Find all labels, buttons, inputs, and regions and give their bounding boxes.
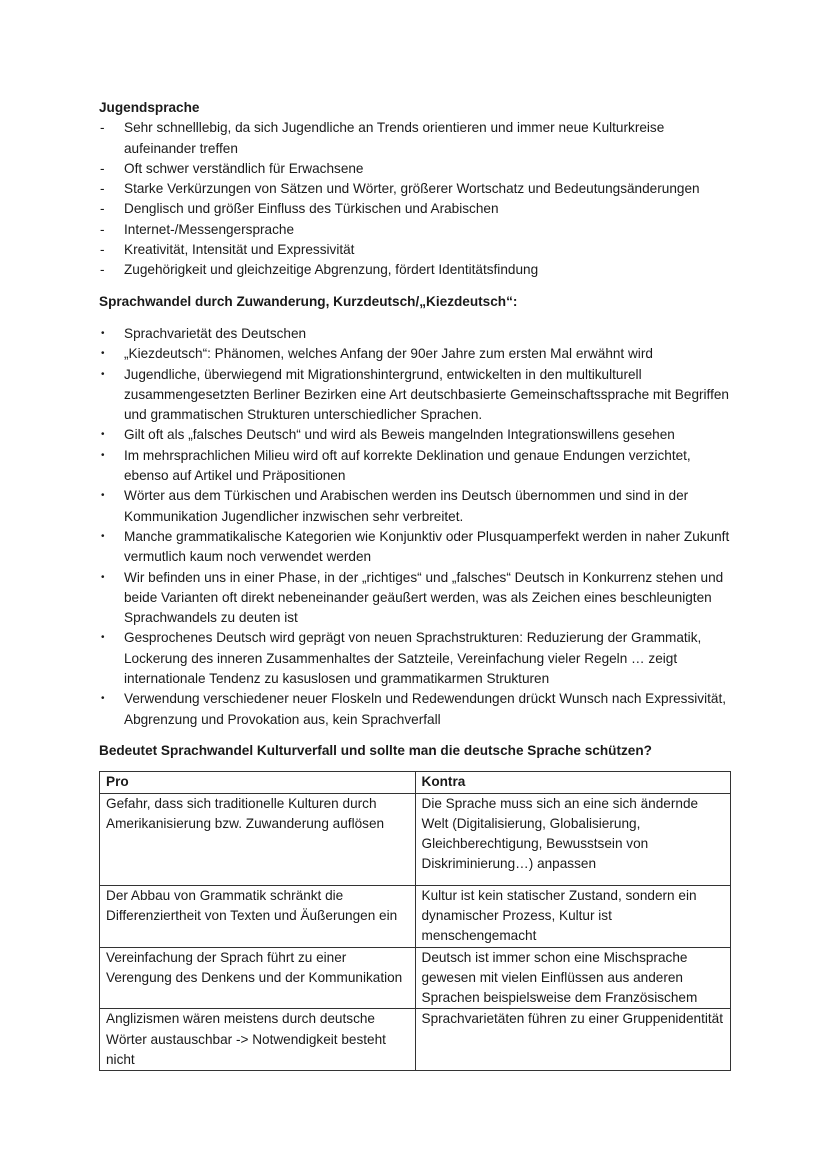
- bullet-marker: •: [101, 368, 105, 380]
- list-item-text: Sehr schnelllebig, da sich Jugendliche an Trends orientieren und immer neue Kulturkreise aufeinander treffen: [124, 120, 665, 156]
- bullet-marker: •: [101, 693, 105, 705]
- bullet-marker: •: [101, 449, 105, 461]
- migration-language-list: [99, 324, 731, 730]
- list-item: [99, 179, 731, 199]
- section-heading: Bedeutet Sprachwandel Kulturverfall und sollte man die deutsche Sprache schützen?: [99, 742, 652, 758]
- list-item-text: Wörter aus dem Türkischen und Arabischen werden ins Deutsch übernommen und sind in der Kommunikation Jugendlicher inzwischen sehr verbreitet.: [124, 488, 689, 524]
- bullet-marker: •: [101, 530, 105, 542]
- list-item-text: Starke Verkürzungen von Sätzen und Wörter, größerer Wortschatz und Bedeutungsänderungen: [124, 181, 700, 197]
- section-heading: Sprachwandel durch Zuwanderung, Kurzdeutsch/„Kiezdeutsch“:: [99, 293, 518, 309]
- list-item: [99, 486, 731, 527]
- dash-marker: -: [100, 262, 105, 278]
- list-item: [99, 324, 731, 344]
- table-cell-pro: Vereinfachung der Sprach führt zu einer Verengung des Denkens und der Kommunikation: [100, 947, 416, 1009]
- list-item-text: Internet-/Messengersprache: [124, 221, 295, 237]
- section-migration-language: [99, 292, 731, 730]
- list-item-text: Verwendung verschiedener neuer Floskeln und Redewendungen drückt Wunsch nach Expressivität, Abgrenzung und Provokation aus, kein Sprachverfall: [124, 691, 727, 727]
- dash-marker: -: [100, 242, 105, 258]
- bullet-marker: •: [101, 429, 105, 441]
- pro-contra-table: [99, 771, 731, 1071]
- list-item-text: Jugendliche, überwiegend mit Migrationshintergrund, entwickelten in den multikulturell zusammengesetzten Berliner Bezirken eine Art deutschbasierte Gemeinschaftssprache mit Begriffen und grammatischen Strukturen unterschiedlicher Sprachen.: [124, 366, 729, 423]
- dash-marker: -: [100, 120, 105, 136]
- dash-marker: -: [100, 201, 105, 217]
- list-item: [99, 425, 731, 445]
- section-heading: Jugendsprache: [99, 100, 200, 115]
- list-item: [99, 260, 731, 280]
- dash-marker: -: [100, 160, 105, 176]
- list-item-text: Denglisch und größer Einfluss des Türkischen und Arabischen: [124, 201, 499, 217]
- list-item: [99, 527, 731, 568]
- section-pro-contra: [99, 741, 731, 1071]
- dash-marker: -: [100, 181, 105, 197]
- table-cell-contra: Deutsch ist immer schon eine Mischsprache gewesen mit vielen Einflüssen aus anderen Sprachen beispielsweise dem Französischem: [415, 947, 731, 1009]
- dash-marker: -: [100, 221, 105, 237]
- table-row: [100, 1009, 731, 1071]
- list-item: [99, 568, 731, 629]
- list-item-text: „Kiezdeutsch“: Phänomen, welches Anfang der 90er Jahre zum ersten Mal erwähnt wird: [124, 346, 653, 362]
- bullet-marker: •: [101, 632, 105, 644]
- table-cell-contra: Sprachvarietäten führen zu einer Gruppenidentität: [415, 1009, 731, 1071]
- list-item-text: Sprachvarietät des Deutschen: [124, 325, 307, 341]
- list-item: [99, 344, 731, 364]
- table-row: [100, 947, 731, 1009]
- table-header-row: [100, 772, 731, 793]
- table-cell-pro: Anglizismen wären meistens durch deutsche Wörter austauschbar -> Notwendigkeit besteht nicht: [100, 1009, 416, 1071]
- list-item-text: Im mehrsprachlichen Milieu wird oft auf korrekte Deklination und genaue Endungen verzichtet, ebenso auf Artikel und Präpositionen: [124, 447, 691, 484]
- list-item: [99, 365, 731, 426]
- document-page: [99, 98, 731, 1071]
- list-item: [99, 689, 731, 730]
- table-cell-pro: Gefahr, dass sich traditionelle Kulturen durch Amerikanisierung bzw. Zuwanderung auflösen: [100, 793, 416, 885]
- list-item: [99, 240, 731, 260]
- table-cell-contra: Die Sprache muss sich an eine sich ändernde Welt (Digitalisierung, Globalisierung, Gleichberechtigung, Bewusstsein von Diskriminierung…) anpassen: [415, 793, 731, 885]
- list-item-text: Oft schwer verständlich für Erwachsene: [124, 160, 364, 176]
- list-item: [99, 118, 731, 159]
- list-item-text: Manche grammatikalische Kategorien wie Konjunktiv oder Plusquamperfekt werden in naher Zukunft vermutlich kaum noch verwendet werden: [124, 528, 730, 565]
- table-row: [100, 793, 731, 885]
- list-item: [99, 220, 731, 240]
- list-item: [99, 446, 731, 487]
- list-item-text: Zugehörigkeit und gleichzeitige Abgrenzung, fördert Identitätsfindung: [124, 262, 539, 278]
- section-youth-language: [99, 98, 731, 281]
- list-item: [99, 199, 731, 219]
- table-cell-contra: Kultur ist kein statischer Zustand, sondern ein dynamischer Prozess, Kultur ist menschengemacht: [415, 885, 731, 947]
- bullet-marker: •: [101, 348, 105, 360]
- bullet-marker: •: [101, 571, 105, 583]
- table-cell-pro: Der Abbau von Grammatik schränkt die Differenziertheit von Texten und Äußerungen ein: [100, 885, 416, 947]
- list-item-text: Gilt oft als „falsches Deutsch“ und wird als Beweis mangelnden Integrationswillens gesehen: [124, 427, 675, 443]
- column-header-pro: Pro: [100, 772, 416, 793]
- list-item-text: Kreativität, Intensität und Expressivität: [124, 242, 355, 258]
- list-item: [99, 628, 731, 689]
- bullet-marker: •: [101, 490, 105, 502]
- table-row: [100, 885, 731, 947]
- list-item: [99, 159, 731, 179]
- youth-language-list: [99, 118, 731, 280]
- column-header-contra: Kontra: [415, 772, 731, 793]
- list-item-text: Gesprochenes Deutsch wird geprägt von neuen Sprachstrukturen: Reduzierung der Grammatik, Lockerung des inneren Zusammenhaltes der Satzteile, Vereinfachung vieler Regeln … zeigt internationale Tendenz zu kasuslosen und grammatikarmen Strukturen: [124, 630, 702, 687]
- list-item-text: Wir befinden uns in einer Phase, in der „richtiges“ und „falsches“ Deutsch in Konkurrenz stehen und beide Varianten oft direkt nebeneinander geäußert werden, was als Zeichen eines beschleunigten Sprachwandels zu deuten ist: [124, 569, 724, 626]
- bullet-marker: •: [101, 327, 105, 339]
